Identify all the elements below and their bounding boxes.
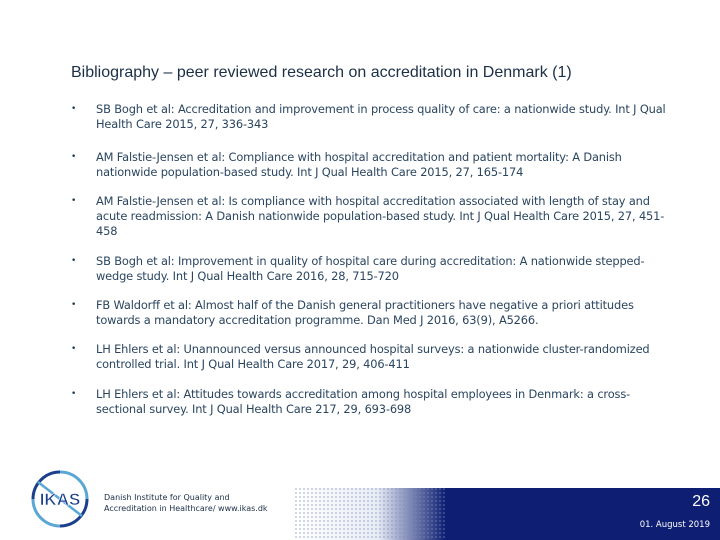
organization-line-2: Accreditation in Healthcare/ www.ikas.dk: [104, 504, 268, 513]
reference-text: LH Ehlers et al: Unannounced versus announced hospital surveys: a nationwide cluster-randomized controlled trial. Int J Qual Health Care 2017, 29, 406-411: [96, 342, 650, 371]
ikas-logo: [22, 468, 98, 530]
bullet-icon: •: [71, 196, 77, 206]
reference-item: [71, 194, 671, 239]
bullet-icon: •: [71, 104, 77, 114]
logo-text: IKAS: [39, 490, 81, 509]
reference-text: SB Bogh et al: Improvement in quality of hospital care during accreditation: A nationwide stepped-wedge study. Int J Qual Health Care 2016, 28, 715-720: [96, 254, 645, 283]
reference-item: [71, 150, 671, 180]
bullet-icon: •: [71, 344, 77, 354]
slide-title: Bibliography – peer reviewed research on accreditation in Denmark (1): [71, 64, 572, 81]
reference-item: [71, 254, 671, 284]
bullet-icon: •: [71, 256, 77, 266]
organization-line-1: Danish Institute for Quality and: [104, 493, 230, 502]
reference-text: LH Ehlers et al: Attitudes towards accreditation among hospital employees in Denmark: a cross-sectional survey. Int J Qual Health Care 217, 29, 693-698: [96, 387, 631, 416]
bullet-icon: •: [71, 300, 77, 310]
reference-item: [71, 387, 671, 417]
reference-text: AM Falstie-Jensen et al: Is compliance with hospital accreditation associated with length of stay and acute readmission: A Danish nationwide population-based study. Int J Qual Health Care 2015, 27, 451-458: [96, 194, 665, 238]
organization-info: [104, 492, 294, 514]
footer-band: [295, 488, 720, 540]
reference-text: FB Waldorff et al: Almost half of the Danish general practitioners have negative a priori attitudes towards a mandatory accreditation programme. Dan Med J 2016, 63(9), A5266.: [96, 298, 634, 327]
reference-text: AM Falstie-Jensen et al: Compliance with hospital accreditation and patient mortality: A Danish nationwide population-based study. Int J Qual Health Care 2015, 27, 165-174: [96, 150, 622, 179]
reference-item: [71, 102, 671, 132]
bullet-icon: •: [71, 152, 77, 162]
reference-text: SB Bogh et al: Accreditation and improvement in process quality of care: a nationwide study. Int J Qual Health Care 2015, 27, 336-343: [96, 102, 666, 131]
page-number: 26: [692, 493, 710, 510]
reference-item: [71, 298, 671, 328]
slide-date: 01. August 2019: [639, 520, 710, 530]
reference-item: [71, 342, 671, 372]
bullet-icon: •: [71, 389, 77, 399]
